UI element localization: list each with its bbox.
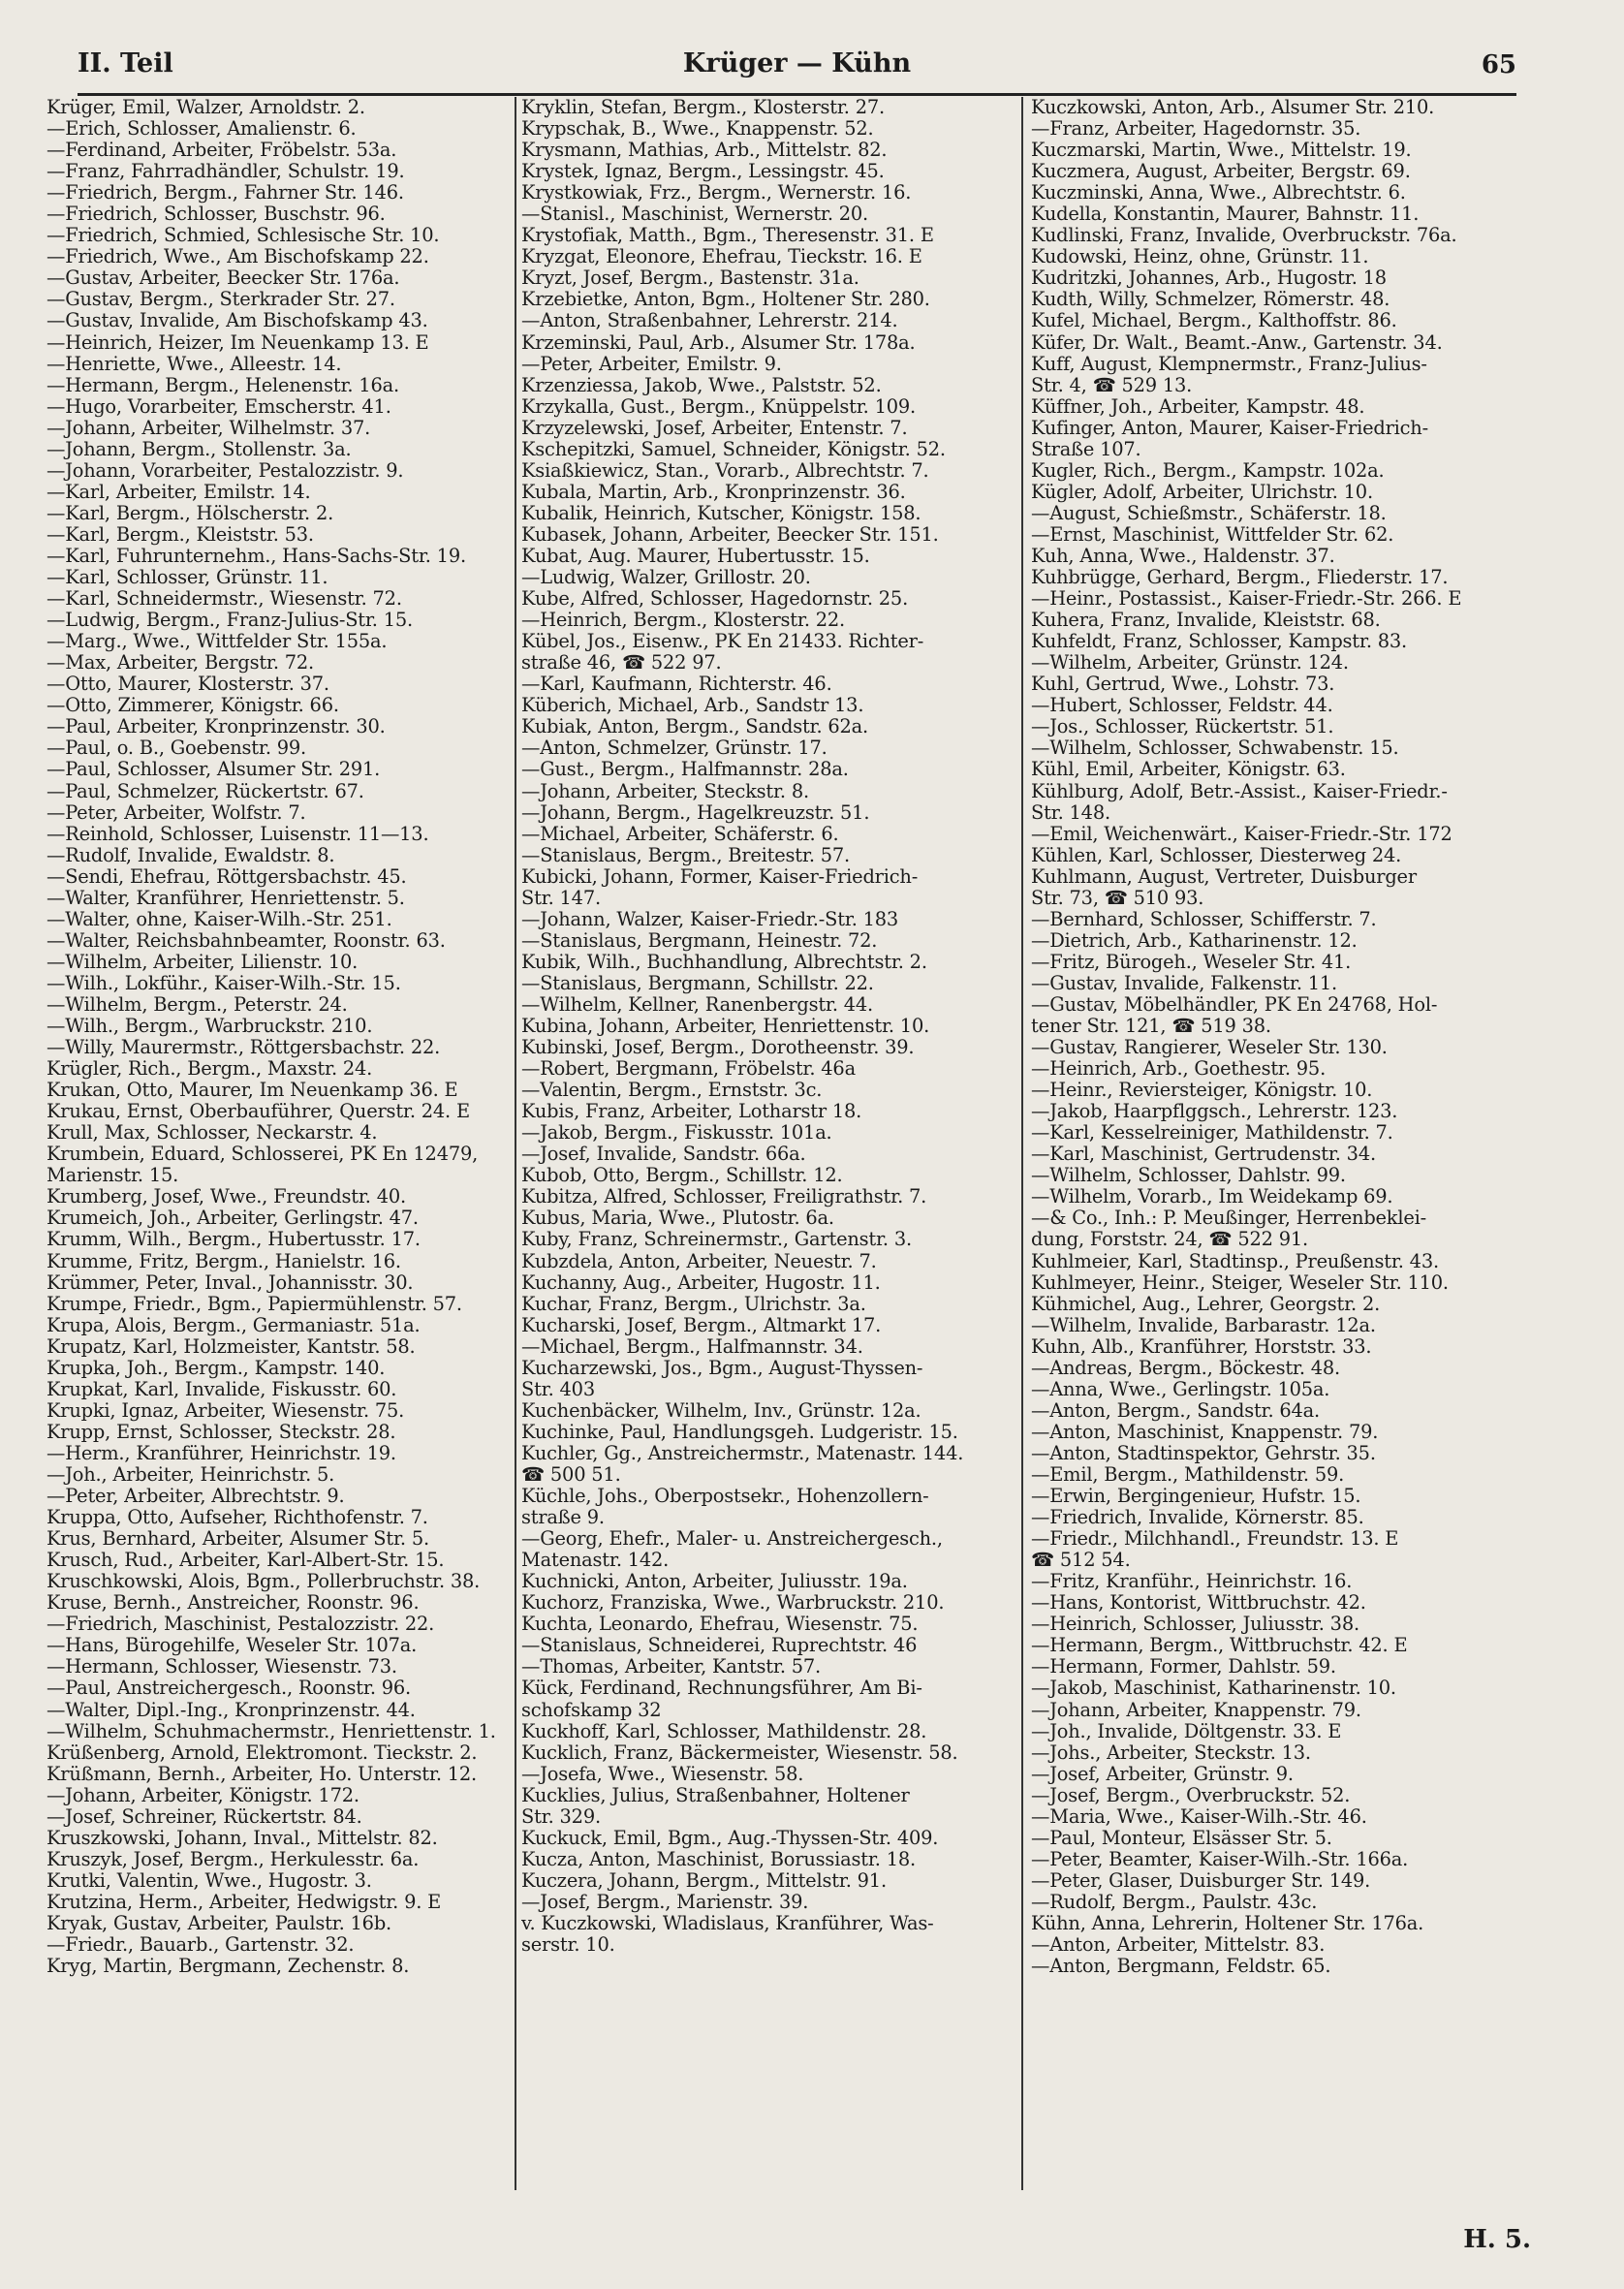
directory-entry: —Otto, Zimmerer, Königstr. 66. xyxy=(47,695,339,717)
directory-entry: Ksiaßkiewicz, Stan., Vorarb., Albrechtstr. 7. xyxy=(521,459,929,482)
directory-entry: —Wilhelm, Invalide, Barbarastr. 12a. xyxy=(1031,1314,1376,1336)
directory-entry: —Karl, Kaufmann, Richterstr. 46. xyxy=(521,674,832,696)
directory-entry: Kucza, Anton, Maschinist, Borussiastr. 18. xyxy=(521,1848,916,1870)
directory-entry: Kühmichel, Aug., Lehrer, Georgstr. 2. xyxy=(1031,1293,1381,1315)
directory-entry: Kuchorz, Franziska, Wwe., Warbruckstr. 210. xyxy=(521,1592,945,1615)
directory-entry: —Johann, Vorarbeiter, Pestalozzistr. 9. xyxy=(47,459,404,482)
directory-entry: Kufel, Michael, Bergm., Kalthoffstr. 86. xyxy=(1031,310,1397,332)
directory-entry: —Jakob, Maschinist, Katharinenstr. 10. xyxy=(1031,1678,1396,1700)
directory-entry: —Friedrich, Wwe., Am Bischofskamp 22. xyxy=(47,246,429,268)
directory-entry: —Karl, Schlosser, Grünstr. 11. xyxy=(47,567,328,589)
directory-entry: —Erwin, Bergingenieur, Hufstr. 15. xyxy=(1031,1486,1361,1508)
directory-entry: Kucharski, Josef, Bergm., Altmarkt 17. xyxy=(521,1314,882,1336)
directory-entry: Kuchnicki, Anton, Arbeiter, Juliusstr. 19a. xyxy=(521,1571,908,1593)
directory-entry: —Willy, Maurermstr., Röttgersbachstr. 22. xyxy=(47,1037,441,1059)
directory-entry: Kudlinski, Franz, Invalide, Overbruckstr. 76a. xyxy=(1031,225,1457,247)
directory-entry: —Wilhelm, Schlosser, Dahlstr. 99. xyxy=(1031,1165,1346,1187)
directory-entry: —Johann, Walzer, Kaiser-Friedr.-Str. 183 xyxy=(521,908,899,930)
directory-entry: —Friedrich, Maschinist, Pestalozzistr. 22. xyxy=(47,1614,435,1636)
directory-entry: —Peter, Arbeiter, Wolfstr. 7. xyxy=(47,801,306,824)
directory-entry: —Johs., Arbeiter, Steckstr. 13. xyxy=(1031,1741,1311,1764)
directory-entry: Krupatz, Karl, Holzmeister, Kantstr. 58. xyxy=(47,1335,416,1358)
directory-entry: Krzenziessa, Jakob, Wwe., Palststr. 52. xyxy=(521,374,882,396)
directory-entry: Kuh, Anna, Wwe., Haldenstr. 37. xyxy=(1031,545,1335,567)
directory-entry: —Peter, Glaser, Duisburger Str. 149. xyxy=(1031,1869,1371,1892)
directory-entry: v. Kuczkowski, Wladislaus, Kranführer, Was- xyxy=(521,1912,934,1934)
directory-entry: Krupa, Alois, Bergm., Germaniastr. 51a. xyxy=(47,1314,421,1336)
directory-entry: Kuckuck, Emil, Bgm., Aug.-Thyssen-Str. 409. xyxy=(521,1827,939,1849)
directory-entry: Kubis, Franz, Arbeiter, Lotharstr 18. xyxy=(521,1101,862,1123)
directory-entry: Kuhlmann, August, Vertreter, Duisburger xyxy=(1031,865,1417,888)
directory-entry: —Josef, Bergm., Overbruckstr. 52. xyxy=(1031,1784,1351,1806)
directory-entry: Str. 148. xyxy=(1031,801,1110,824)
directory-entry: Krzebietke, Anton, Bgm., Holtener Str. 280. xyxy=(521,289,930,311)
directory-entry: Kuchta, Leonardo, Ehefrau, Wiesenstr. 75. xyxy=(521,1614,919,1636)
directory-entry: —Wilhelm, Arbeiter, Lilienstr. 10. xyxy=(47,951,359,973)
directory-entry: —Johann, Bergm., Hagelkreuzstr. 51. xyxy=(521,801,870,824)
directory-entry: Kuczmera, August, Arbeiter, Bergstr. 69. xyxy=(1031,161,1411,183)
directory-entry: —Karl, Maschinist, Gertrudenstr. 34. xyxy=(1031,1144,1376,1166)
directory-entry: —& Co., Inh.: P. Meußinger, Herrenbeklei- xyxy=(1031,1207,1426,1230)
directory-entry: —Josef, Arbeiter, Grünstr. 9. xyxy=(1031,1763,1294,1785)
directory-entry: Kuhn, Alb., Kranführer, Horststr. 33. xyxy=(1031,1335,1372,1358)
directory-entry: Krzykalla, Gust., Bergm., Knüppelstr. 109. xyxy=(521,395,916,418)
directory-entry: —Stanisl., Maschinist, Wernerstr. 20. xyxy=(521,204,869,226)
directory-entry: —Karl, Fuhrunternehm., Hans-Sachs-Str. 19. xyxy=(47,545,466,567)
directory-entry: Kryak, Gustav, Arbeiter, Paulstr. 16b. xyxy=(47,1912,391,1934)
directory-entry: Kubitza, Alfred, Schlosser, Freiligrathstr. 7. xyxy=(521,1186,927,1208)
directory-entry: —Heinrich, Schlosser, Juliusstr. 38. xyxy=(1031,1614,1359,1636)
directory-entry: —Wilhelm, Arbeiter, Grünstr. 124. xyxy=(1031,652,1349,674)
directory-entry: Straße 107. xyxy=(1031,438,1141,460)
directory-entry: —Friedr., Bauarb., Gartenstr. 32. xyxy=(47,1934,355,1957)
directory-entry: Kuchenbäcker, Wilhelm, Inv., Grünstr. 12a. xyxy=(521,1399,921,1422)
directory-entry: —Peter, Arbeiter, Albrechtstr. 9. xyxy=(47,1486,345,1508)
directory-entry: —Joh., Arbeiter, Heinrichstr. 5. xyxy=(47,1464,335,1486)
directory-entry: Krüger, Emil, Walzer, Arnoldstr. 2. xyxy=(47,97,365,118)
directory-entry: Krumbein, Eduard, Schlosserei, PK En 12479, xyxy=(47,1144,479,1166)
directory-entry: —Fritz, Kranführ., Heinrichstr. 16. xyxy=(1031,1571,1353,1593)
directory-entry: Küberich, Michael, Arb., Sandstr 13. xyxy=(521,695,864,717)
directory-entry: Krystek, Ignaz, Bergm., Lessingstr. 45. xyxy=(521,161,885,183)
directory-entry: —Reinhold, Schlosser, Luisenstr. 11—13. xyxy=(47,823,429,845)
directory-entry: —Paul, Schlosser, Alsumer Str. 291. xyxy=(47,759,381,781)
directory-entry: —Heinrich, Heizer, Im Neuenkamp 13. E xyxy=(47,331,429,354)
directory-entry: —Anton, Maschinist, Knappenstr. 79. xyxy=(1031,1421,1379,1443)
directory-entry: —Sendi, Ehefrau, Röttgersbachstr. 45. xyxy=(47,865,407,888)
directory-entry: Kudritzki, Johannes, Arb., Hugostr. 18 xyxy=(1031,267,1387,290)
directory-entry: —Stanislaus, Schneiderei, Ruprechtstr. 46 xyxy=(521,1635,918,1657)
directory-entry: —Peter, Beamter, Kaiser-Wilh.-Str. 166a. xyxy=(1031,1848,1409,1870)
directory-entry: —Hermann, Former, Dahlstr. 59. xyxy=(1031,1656,1336,1678)
directory-entry: —Friedrich, Invalide, Körnerstr. 85. xyxy=(1031,1507,1364,1529)
directory-entry: —Jakob, Bergm., Fiskusstr. 101a. xyxy=(521,1122,832,1144)
directory-entry: Kühlen, Karl, Schlosser, Diesterweg 24. xyxy=(1031,844,1402,866)
directory-entry: —Franz, Fahrradhändler, Schulstr. 19. xyxy=(47,161,405,183)
directory-entry: —Friedrich, Bergm., Fahrner Str. 146. xyxy=(47,182,404,204)
directory-entry: Kschepitzki, Samuel, Schneider, Königstr. 52. xyxy=(521,438,946,460)
directory-entry: —Gustav, Arbeiter, Beecker Str. 176a. xyxy=(47,267,400,290)
directory-entry: —August, Schießmstr., Schäferstr. 18. xyxy=(1031,502,1387,524)
directory-entry: —Paul, Arbeiter, Kronprinzenstr. 30. xyxy=(47,716,386,738)
directory-entry: serstr. 10. xyxy=(521,1934,615,1957)
directory-entry: —Hans, Kontorist, Wittbruchstr. 42. xyxy=(1031,1592,1366,1615)
directory-entry: —Hubert, Schlosser, Feldstr. 44. xyxy=(1031,695,1333,717)
directory-entry: Kuczminski, Anna, Wwe., Albrechtstr. 6. xyxy=(1031,182,1406,204)
directory-entry: Krüßmann, Bernh., Arbeiter, Ho. Unterstr. 12. xyxy=(47,1763,477,1785)
directory-entry: Küffner, Joh., Arbeiter, Kampstr. 48. xyxy=(1031,395,1365,418)
directory-entry: Kubob, Otto, Bergm., Schillstr. 12. xyxy=(521,1165,843,1187)
directory-entry: —Johann, Arbeiter, Wilhelmstr. 37. xyxy=(47,417,371,439)
directory-entry: —Stanislaus, Bergm., Breitestr. 57. xyxy=(521,844,850,866)
directory-entry: —Heinr., Postassist., Kaiser-Friedr.-Str. 266. E xyxy=(1031,588,1462,611)
directory-entry: —Karl, Bergm., Kleiststr. 53. xyxy=(47,523,314,546)
directory-entry: Kubicki, Johann, Former, Kaiser-Friedrich- xyxy=(521,865,919,888)
directory-entry: —Paul, Schmelzer, Rückertstr. 67. xyxy=(47,780,364,802)
directory-entry: —Hermann, Bergm., Wittbruchstr. 42. E xyxy=(1031,1635,1408,1657)
directory-entry: Kruschkowski, Alois, Bgm., Pollerbruchstr. 38. xyxy=(47,1571,481,1593)
directory-entry: —Jakob, Haarpflggsch., Lehrerstr. 123. xyxy=(1031,1101,1398,1123)
directory-entry: Kubasek, Johann, Arbeiter, Beecker Str. 151. xyxy=(521,523,939,546)
directory-entry: Kryzgat, Eleonore, Ehefrau, Tieckstr. 16. E xyxy=(521,246,922,268)
directory-entry: —Friedr., Milchhandl., Freundstr. 13. E xyxy=(1031,1528,1399,1551)
directory-entry: Krümmer, Peter, Inval., Johannisstr. 30. xyxy=(47,1271,414,1294)
directory-entry: —Herm., Kranführer, Heinrichstr. 19. xyxy=(47,1442,396,1464)
directory-entry: Kubus, Maria, Wwe., Plutostr. 6a. xyxy=(521,1207,834,1230)
directory-entry: —Friedrich, Schmied, Schlesische Str. 10. xyxy=(47,225,440,247)
directory-entry: —Anton, Straßenbahner, Lehrerstr. 214. xyxy=(521,310,898,332)
directory-entry: —Paul, o. B., Goebenstr. 99. xyxy=(47,737,307,760)
directory-entry: Kudella, Konstantin, Maurer, Bahnstr. 11. xyxy=(1031,204,1420,226)
directory-entry: Krupka, Joh., Bergm., Kampstr. 140. xyxy=(47,1357,386,1379)
directory-entry: Kubik, Wilh., Buchhandlung, Albrechtstr. 2. xyxy=(521,951,927,973)
directory-entry: Kufinger, Anton, Maurer, Kaiser-Friedrich- xyxy=(1031,417,1428,439)
directory-entry: Krügler, Rich., Bergm., Maxstr. 24. xyxy=(47,1058,373,1081)
directory-entry: straße 9. xyxy=(521,1507,605,1529)
directory-entry: —Joh., Invalide, Döltgenstr. 33. E xyxy=(1031,1720,1342,1742)
directory-entry: —Anton, Schmelzer, Grünstr. 17. xyxy=(521,737,828,760)
directory-entry: —Johann, Arbeiter, Steckstr. 8. xyxy=(521,780,809,802)
directory-entry: —Karl, Kesselreiniger, Mathildenstr. 7. xyxy=(1031,1122,1393,1144)
directory-entry: —Friedrich, Schlosser, Buschstr. 96. xyxy=(47,204,386,226)
directory-entry: Kryzt, Josef, Bergm., Bastenstr. 31a. xyxy=(521,267,859,290)
directory-entry: Kucklies, Julius, Straßenbahner, Holtener xyxy=(521,1784,910,1806)
directory-entry: —Gustav, Möbelhändler, PK En 24768, Hol- xyxy=(1031,993,1438,1016)
directory-entry: Kucklich, Franz, Bäckermeister, Wiesenstr. 58. xyxy=(521,1741,958,1764)
directory-entry: Kuchar, Franz, Bergm., Ulrichstr. 3a. xyxy=(521,1293,866,1315)
directory-entry: —Michael, Arbeiter, Schäferstr. 6. xyxy=(521,823,839,845)
directory-entry: Kuckhoff, Karl, Schlosser, Mathildenstr. 28. xyxy=(521,1720,927,1742)
header-part-label: II. Teil xyxy=(78,48,173,78)
directory-entry: straße 46, ☎ 522 97. xyxy=(521,652,722,674)
directory-entry: Kühlburg, Adolf, Betr.-Assist., Kaiser-Friedr.- xyxy=(1031,780,1448,802)
directory-entry: —Johann, Arbeiter, Königstr. 172. xyxy=(47,1784,359,1806)
directory-entry: —Heinrich, Arb., Goethestr. 95. xyxy=(1031,1058,1327,1081)
directory-entry: —Gustav, Bergm., Sterkrader Str. 27. xyxy=(47,289,395,311)
directory-entry: Krull, Max, Schlosser, Neckarstr. 4. xyxy=(47,1122,378,1144)
directory-entry: —Ernst, Maschinist, Wittfelder Str. 62. xyxy=(1031,523,1394,546)
directory-entry: —Walter, Kranführer, Henriettenstr. 5. xyxy=(47,887,405,909)
directory-entry: —Anton, Stadtinspektor, Gehrstr. 35. xyxy=(1031,1442,1376,1464)
directory-entry: —Paul, Anstreichergesch., Roonstr. 96. xyxy=(47,1678,411,1700)
directory-entry: Krystofiak, Matth., Bgm., Theresenstr. 31. E xyxy=(521,225,934,247)
directory-entry: —Gustav, Invalide, Am Bischofskamp 43. xyxy=(47,310,428,332)
directory-entry: Krupkat, Karl, Invalide, Fiskusstr. 60. xyxy=(47,1378,397,1400)
directory-entry: —Hermann, Bergm., Helenenstr. 16a. xyxy=(47,374,399,396)
directory-entry: —Max, Arbeiter, Bergstr. 72. xyxy=(47,652,315,674)
directory-entry: —Gustav, Invalide, Falkenstr. 11. xyxy=(1031,972,1337,994)
directory-entry: Kuczera, Johann, Bergm., Mittelstr. 91. xyxy=(521,1869,887,1892)
directory-entry: —Josef, Invalide, Sandstr. 66a. xyxy=(521,1144,806,1166)
directory-entry: Kubiak, Anton, Bergm., Sandstr. 62a. xyxy=(521,716,869,738)
directory-entry: —Paul, Monteur, Elsässer Str. 5. xyxy=(1031,1827,1332,1849)
directory-entry: Kucharzewski, Jos., Bgm., August-Thyssen- xyxy=(521,1357,923,1379)
directory-entry: Kuhlmeyer, Heinr., Steiger, Weseler Str. 110. xyxy=(1031,1271,1449,1294)
directory-entry: ☎ 512 54. xyxy=(1031,1550,1131,1572)
directory-entry: —Ludwig, Walzer, Grillostr. 20. xyxy=(521,567,811,589)
directory-entry: Kübel, Jos., Eisenw., PK En 21433. Richter- xyxy=(521,631,924,653)
column-1 xyxy=(47,97,512,2190)
directory-entry: —Hugo, Vorarbeiter, Emscherstr. 41. xyxy=(47,395,391,418)
header-name-range: Krüger — Kühn xyxy=(682,48,912,78)
directory-entry: —Ludwig, Bergm., Franz-Julius-Str. 15. xyxy=(47,610,413,632)
directory-entry: Str. 4, ☎ 529 13. xyxy=(1031,374,1193,396)
directory-entry: Kügler, Adolf, Arbeiter, Ulrichstr. 10. xyxy=(1031,481,1373,503)
directory-entry: Küfer, Dr. Walt., Beamt.-Anw., Gartenstr. 34. xyxy=(1031,331,1443,354)
directory-entry: Krypschak, B., Wwe., Knappenstr. 52. xyxy=(521,118,874,141)
directory-entry: —Karl, Bergm., Hölscherstr. 2. xyxy=(47,502,334,524)
directory-entry: Kuhbrügge, Gerhard, Bergm., Fliederstr. 17. xyxy=(1031,567,1449,589)
directory-entry: Kubzdela, Anton, Arbeiter, Neuestr. 7. xyxy=(521,1250,877,1272)
directory-entry: —Anton, Bergmann, Feldstr. 65. xyxy=(1031,1956,1331,1978)
directory-entry: —Michael, Bergm., Halfmannstr. 34. xyxy=(521,1335,863,1358)
directory-entry: —Walter, ohne, Kaiser-Wilh.-Str. 251. xyxy=(47,908,392,930)
directory-entry: —Peter, Arbeiter, Emilstr. 9. xyxy=(521,353,782,375)
directory-entry: —Wilh., Bergm., Warbruckstr. 210. xyxy=(47,1016,373,1038)
directory-entry: —Rudolf, Bergm., Paulstr. 43c. xyxy=(1031,1891,1318,1913)
directory-entry: Kuff, August, Klempnermstr., Franz-Julius- xyxy=(1031,353,1427,375)
directory-entry: Krukau, Ernst, Oberbauführer, Querstr. 24. E xyxy=(47,1101,470,1123)
directory-entry: —Marg., Wwe., Wittfelder Str. 155a. xyxy=(47,631,388,653)
directory-entry: Str. 403 xyxy=(521,1378,595,1400)
directory-entry: Str. 73, ☎ 510 93. xyxy=(1031,887,1204,909)
directory-entry: Kuhlmeier, Karl, Stadtinsp., Preußenstr. 43. xyxy=(1031,1250,1439,1272)
directory-entry: Kuczmarski, Martin, Wwe., Mittelstr. 19. xyxy=(1031,140,1412,162)
directory-entry: —Anton, Bergm., Sandstr. 64a. xyxy=(1031,1399,1321,1422)
directory-entry: Krzeminski, Paul, Arb., Alsumer Str. 178a. xyxy=(521,331,916,354)
directory-entry: Kück, Ferdinand, Rechnungsführer, Am Bi- xyxy=(521,1678,922,1700)
column-3 xyxy=(1031,97,1523,2190)
directory-entry: Kubat, Aug. Maurer, Hubertusstr. 15. xyxy=(521,545,870,567)
directory-entry: —Jos., Schlosser, Rückertstr. 51. xyxy=(1031,716,1334,738)
directory-entry: Kuchler, Gg., Anstreichermstr., Matenastr. 144. xyxy=(521,1442,964,1464)
directory-entry: Kruse, Bernh., Anstreicher, Roonstr. 96. xyxy=(47,1592,420,1615)
directory-entry: —Heinr., Reviersteiger, Königstr. 10. xyxy=(1031,1080,1373,1102)
directory-entry: Krupki, Ignaz, Arbeiter, Wiesenstr. 75. xyxy=(47,1399,405,1422)
directory-entry: —Josef, Schreiner, Rückertstr. 84. xyxy=(47,1805,362,1828)
directory-entry: Kuchinke, Paul, Handlungsgeh. Ludgeristr. 15. xyxy=(521,1421,958,1443)
directory-entry: Kruppa, Otto, Aufseher, Richthofenstr. 7. xyxy=(47,1507,428,1529)
header-page-number: 65 xyxy=(1481,50,1516,79)
directory-entry: tener Str. 121, ☎ 519 38. xyxy=(1031,1016,1271,1038)
directory-entry: —Maria, Wwe., Kaiser-Wilh.-Str. 46. xyxy=(1031,1805,1367,1828)
directory-entry: Krukan, Otto, Maurer, Im Neuenkamp 36. E xyxy=(47,1080,458,1102)
directory-entry: Krutki, Valentin, Wwe., Hugostr. 3. xyxy=(47,1869,372,1892)
column-2 xyxy=(521,97,1014,2190)
directory-entry: Küchle, Johs., Oberpostsekr., Hohenzollern- xyxy=(521,1486,929,1508)
directory-entry: Kühn, Anna, Lehrerin, Holtener Str. 176a. xyxy=(1031,1912,1424,1934)
directory-entry: ☎ 500 51. xyxy=(521,1464,621,1486)
directory-entry: Krysmann, Mathias, Arb., Mittelstr. 82. xyxy=(521,140,888,162)
column-divider-2 xyxy=(1021,97,1023,2190)
directory-entry: —Wilhelm, Kellner, Ranenbergstr. 44. xyxy=(521,993,874,1016)
directory-entry: —Henriette, Wwe., Alleestr. 14. xyxy=(47,353,342,375)
directory-entry: Kubalik, Heinrich, Kutscher, Königstr. 158. xyxy=(521,502,921,524)
directory-entry: Krumme, Fritz, Bergm., Hanielstr. 16. xyxy=(47,1250,401,1272)
directory-entry: Kuczkowski, Anton, Arb., Alsumer Str. 210. xyxy=(1031,97,1435,118)
directory-entry: Krupp, Ernst, Schlosser, Steckstr. 28. xyxy=(47,1421,396,1443)
directory-entry: —Karl, Schneidermstr., Wiesenstr. 72. xyxy=(47,588,402,611)
directory-entry: Kube, Alfred, Schlosser, Hagedornstr. 25. xyxy=(521,588,909,611)
directory-entry: —Wilhelm, Schuhmachermstr., Henriettenstr. 1. xyxy=(47,1720,496,1742)
directory-entry: dung, Forststr. 24, ☎ 522 91. xyxy=(1031,1229,1308,1251)
directory-entry: Krumpe, Friedr., Bgm., Papiermühlenstr. 57. xyxy=(47,1293,462,1315)
directory-entry: Kuby, Franz, Schreinermstr., Gartenstr. 3. xyxy=(521,1229,912,1251)
directory-entry: —Wilhelm, Schlosser, Schwabenstr. 15. xyxy=(1031,737,1399,760)
directory-entry: Krzyzelewski, Josef, Arbeiter, Entenstr. 7. xyxy=(521,417,908,439)
directory-entry: —Josefa, Wwe., Wiesenstr. 58. xyxy=(521,1763,804,1785)
directory-entry: —Anton, Arbeiter, Mittelstr. 83. xyxy=(1031,1934,1326,1957)
directory-entry: —Hans, Bürogehilfe, Weseler Str. 107a. xyxy=(47,1635,418,1657)
directory-entry: —Stanislaus, Bergmann, Heinestr. 72. xyxy=(521,929,878,952)
directory-entry: Kühl, Emil, Arbeiter, Königstr. 63. xyxy=(1031,759,1346,781)
directory-entry: Kuhfeldt, Franz, Schlosser, Kampstr. 83. xyxy=(1031,631,1407,653)
directory-entry: —Fritz, Bürogeh., Weseler Str. 41. xyxy=(1031,951,1352,973)
directory-entry: schofskamp 32 xyxy=(521,1699,662,1721)
directory-entry: —Walter, Reichsbahnbeamter, Roonstr. 63. xyxy=(47,929,446,952)
directory-entry: —Andreas, Bergm., Böckestr. 48. xyxy=(1031,1357,1341,1379)
directory-entry: —Josef, Bergm., Marienstr. 39. xyxy=(521,1891,809,1913)
directory-entry: Krutzina, Herm., Arbeiter, Hedwigstr. 9. E xyxy=(47,1891,442,1913)
directory-entry: Kruszyk, Josef, Bergm., Herkulesstr. 6a. xyxy=(47,1848,420,1870)
directory-entry: —Hermann, Schlosser, Wiesenstr. 73. xyxy=(47,1656,397,1678)
page-footer-signature: H. 5. xyxy=(1463,2225,1531,2254)
directory-entry: Kryg, Martin, Bergmann, Zechenstr. 8. xyxy=(47,1956,410,1978)
directory-entry: Krus, Bernhard, Arbeiter, Alsumer Str. 5. xyxy=(47,1528,429,1551)
directory-entry: —Bernhard, Schlosser, Schifferstr. 7. xyxy=(1031,908,1377,930)
directory-entry: Krumm, Wilh., Bergm., Hubertusstr. 17. xyxy=(47,1229,421,1251)
directory-entry: Kubala, Martin, Arb., Kronprinzenstr. 36. xyxy=(521,481,906,503)
directory-entry: Kuhera, Franz, Invalide, Kleiststr. 68. xyxy=(1031,610,1381,632)
directory-entry: —Georg, Ehefr., Maler- u. Anstreichergesch., xyxy=(521,1528,943,1551)
directory-entry: —Wilh., Lokführ., Kaiser-Wilh.-Str. 15. xyxy=(47,972,401,994)
directory-entry: —Wilhelm, Bergm., Peterstr. 24. xyxy=(47,993,348,1016)
directory-entry: Krumeich, Joh., Arbeiter, Gerlingstr. 47. xyxy=(47,1207,419,1230)
directory-entry: —Thomas, Arbeiter, Kantstr. 57. xyxy=(521,1656,821,1678)
directory-entry: Kudth, Willy, Schmelzer, Römerstr. 48. xyxy=(1031,289,1390,311)
directory-entry: Str. 147. xyxy=(521,887,601,909)
directory-entry: Krumberg, Josef, Wwe., Freundstr. 40. xyxy=(47,1186,406,1208)
directory-entry: —Otto, Maurer, Klosterstr. 37. xyxy=(47,674,329,696)
directory-entry: —Robert, Bergmann, Fröbelstr. 46a xyxy=(521,1058,856,1081)
page-header xyxy=(78,43,1516,96)
directory-entry: Kryklin, Stefan, Bergm., Klosterstr. 27. xyxy=(521,97,885,118)
directory-entry: —Emil, Bergm., Mathildenstr. 59. xyxy=(1031,1464,1345,1486)
directory-entry: —Gust., Bergm., Halfmannstr. 28a. xyxy=(521,759,849,781)
directory-entry: —Anna, Wwe., Gerlingstr. 105a. xyxy=(1031,1378,1330,1400)
directory-entry: Kudowski, Heinz, ohne, Grünstr. 11. xyxy=(1031,246,1369,268)
directory-entry: —Ferdinand, Arbeiter, Fröbelstr. 53a. xyxy=(47,140,397,162)
directory-entry: —Franz, Arbeiter, Hagedornstr. 35. xyxy=(1031,118,1361,141)
directory-entry: —Heinrich, Bergm., Klosterstr. 22. xyxy=(521,610,845,632)
directory-entry: Str. 329. xyxy=(521,1805,601,1828)
directory-entry: —Johann, Arbeiter, Knappenstr. 79. xyxy=(1031,1699,1361,1721)
directory-entry: —Johann, Bergm., Stollenstr. 3a. xyxy=(47,438,352,460)
directory-entry: —Rudolf, Invalide, Ewaldstr. 8. xyxy=(47,844,335,866)
directory-entry: Kubina, Johann, Arbeiter, Henriettenstr. 10. xyxy=(521,1016,930,1038)
directory-entry: Kubinski, Josef, Bergm., Dorotheenstr. 39. xyxy=(521,1037,915,1059)
directory-entry: Krüßenberg, Arnold, Elektromont. Tieckstr. 2. xyxy=(47,1741,478,1764)
directory-entry: —Erich, Schlosser, Amalienstr. 6. xyxy=(47,118,357,141)
directory-entry: Kugler, Rich., Bergm., Kampstr. 102a. xyxy=(1031,459,1385,482)
column-divider-1 xyxy=(515,97,516,2190)
directory-entry: —Wilhelm, Vorarb., Im Weidekamp 69. xyxy=(1031,1186,1393,1208)
directory-entry: —Stanislaus, Bergmann, Schillstr. 22. xyxy=(521,972,874,994)
directory-entry: Krystkowiak, Frz., Bergm., Wernerstr. 16. xyxy=(521,182,912,204)
directory-entry: —Valentin, Bergm., Ernststr. 3c. xyxy=(521,1080,823,1102)
directory-entry: Krusch, Rud., Arbeiter, Karl-Albert-Str. 15. xyxy=(47,1550,445,1572)
directory-entry: Kruszkowski, Johann, Inval., Mittelstr. 82. xyxy=(47,1827,438,1849)
directory-entry: Matenastr. 142. xyxy=(521,1550,670,1572)
directory-entry: —Emil, Weichenwärt., Kaiser-Friedr.-Str. 172 xyxy=(1031,823,1452,845)
directory-entry: —Karl, Arbeiter, Emilstr. 14. xyxy=(47,481,311,503)
directory-entry: Kuhl, Gertrud, Wwe., Lohstr. 73. xyxy=(1031,674,1335,696)
directory-entry: —Walter, Dipl.-Ing., Kronprinzenstr. 44. xyxy=(47,1699,416,1721)
directory-entry: Marienstr. 15. xyxy=(47,1165,179,1187)
directory-entry: Kuchanny, Aug., Arbeiter, Hugostr. 11. xyxy=(521,1271,881,1294)
directory-entry: —Gustav, Rangierer, Weseler Str. 130. xyxy=(1031,1037,1388,1059)
directory-entry: —Dietrich, Arb., Katharinenstr. 12. xyxy=(1031,929,1358,952)
